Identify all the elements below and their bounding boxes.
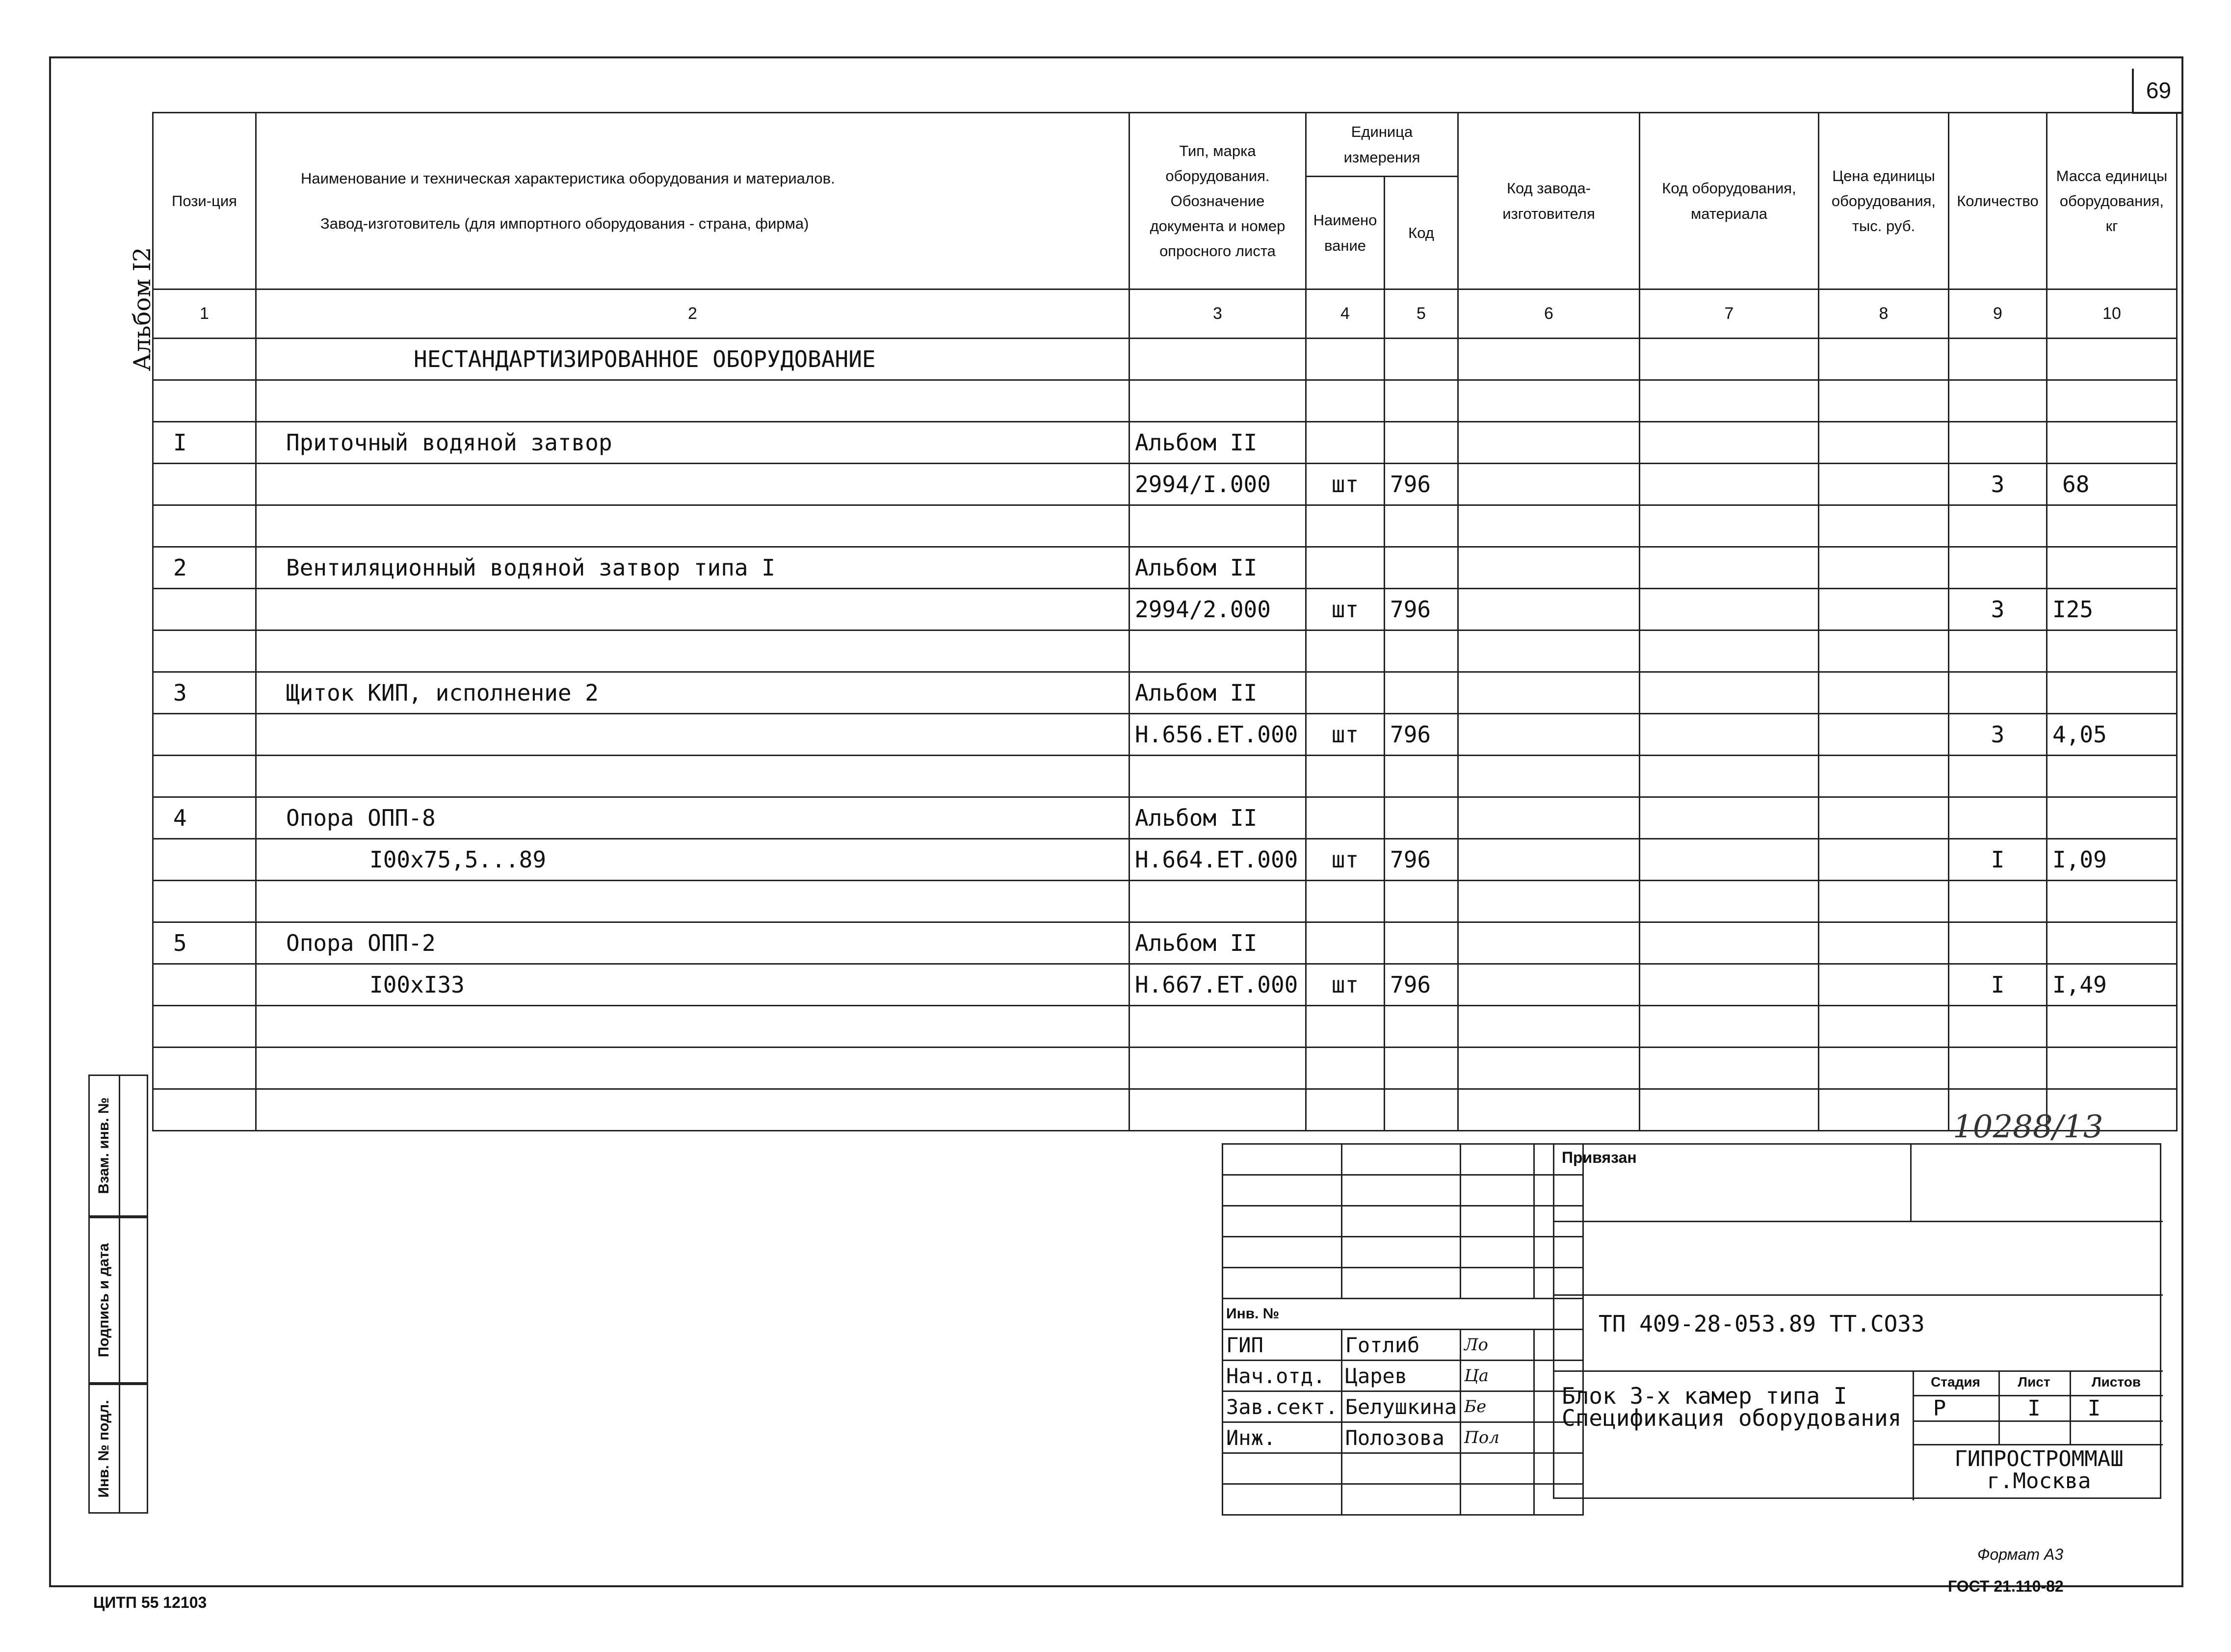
stamp-title-line1: Блок 3-х камер типа I xyxy=(1562,1383,1847,1409)
stamp-stage-label: Стадия xyxy=(1931,1374,1980,1390)
row-document: Н.667.ЕТ.000 xyxy=(1129,964,1306,1006)
row-unit: шт xyxy=(1306,964,1385,1006)
stamp-inv-no: Инв. № xyxy=(1223,1299,1583,1330)
row-document: 2994/I.000 xyxy=(1129,464,1306,505)
side-label-vzam: Взам. инв. № xyxy=(96,1097,112,1194)
col-num: 9 xyxy=(1949,289,2047,339)
row-unit-code: 796 xyxy=(1385,714,1458,756)
footer-gost: ГОСТ 21.110-82 xyxy=(1948,1577,2064,1595)
row-quantity: I xyxy=(1949,964,2047,1006)
header-name-line1: Наименование и техническая характеристика оборудования и материалов. xyxy=(301,170,835,187)
header-position: Пози-ция xyxy=(153,113,256,289)
row-document: Н.656.ЕТ.000 xyxy=(1129,714,1306,756)
stamp-title-block xyxy=(1553,1143,2161,1499)
row-unit: шт xyxy=(1306,464,1385,505)
signer-name: Царев xyxy=(1341,1361,1461,1391)
row-name: Приточный водяной затвор xyxy=(256,422,1129,464)
row-name: Вентиляционный водяной затвор типа I xyxy=(256,547,1129,589)
row-type: Альбом II xyxy=(1129,547,1306,589)
col-num: 5 xyxy=(1385,289,1458,339)
row-type: Альбом II xyxy=(1129,922,1306,964)
table-row xyxy=(153,714,2177,756)
col-num: 2 xyxy=(256,289,1129,339)
row-quantity: 3 xyxy=(1949,714,2047,756)
table-row xyxy=(153,797,2177,839)
signer-role: Инж. xyxy=(1223,1422,1342,1453)
header-quantity: Количество xyxy=(1949,113,2047,289)
album-label: Альбом I2 xyxy=(129,247,156,371)
page-number: 69 xyxy=(2132,69,2183,114)
header-price: Цена единицы оборудования, тыс. руб. xyxy=(1819,113,1949,289)
row-position: I xyxy=(153,422,256,464)
row-type: Альбом II xyxy=(1129,422,1306,464)
signer-role: Зав.сект. xyxy=(1223,1391,1342,1422)
table-row xyxy=(153,464,2177,505)
row-mass: I,09 xyxy=(2047,839,2177,881)
table-row xyxy=(153,839,2177,881)
row-position: 4 xyxy=(153,797,256,839)
row-name: Опора ОПП-8 xyxy=(256,797,1129,839)
row-document: Н.664.ЕТ.000 xyxy=(1129,839,1306,881)
row-quantity: 3 xyxy=(1949,589,2047,630)
row-position: 2 xyxy=(153,547,256,589)
footer-format: Формат А3 xyxy=(1977,1546,2064,1563)
signer-name: Готлиб xyxy=(1341,1330,1461,1361)
row-unit-code: 796 xyxy=(1385,589,1458,630)
row-unit: шт xyxy=(1306,839,1385,881)
row-quantity: 3 xyxy=(1949,464,2047,505)
row-mass: I25 xyxy=(2047,589,2177,630)
row-type: Альбом II xyxy=(1129,672,1306,714)
section-title: НЕСТАНДАРТИЗИРОВАННОЕ ОБОРУДОВАНИЕ xyxy=(256,339,1129,380)
header-unit-group: Единица измерения xyxy=(1306,113,1458,177)
signer-role: Нач.отд. xyxy=(1223,1361,1342,1391)
signer-name: Полозова xyxy=(1341,1422,1461,1453)
row-unit-code: 796 xyxy=(1385,839,1458,881)
stamp-sheets: I xyxy=(2087,1396,2101,1421)
row-document: 2994/2.000 xyxy=(1129,589,1306,630)
row-unit-code: 796 xyxy=(1385,964,1458,1006)
col-num: 8 xyxy=(1819,289,1949,339)
handwritten-number: 10288/13 xyxy=(1953,1109,2103,1145)
stamp-doc-code: ТП 409-28-053.89 ТТ.СО33 xyxy=(1599,1311,1925,1337)
col-num: 10 xyxy=(2047,289,2177,339)
row-position: 3 xyxy=(153,672,256,714)
header-unit-code: Код xyxy=(1385,177,1458,289)
row-name: Щиток КИП, исполнение 2 xyxy=(256,672,1129,714)
stamp-sheets-label: Листов xyxy=(2091,1374,2141,1390)
footer-citp: ЦИТП 55 12103 xyxy=(93,1594,207,1611)
row-quantity: I xyxy=(1949,839,2047,881)
row-mass: I,49 xyxy=(2047,964,2177,1006)
header-row xyxy=(153,113,2177,177)
stamp-sheet-label: Лист xyxy=(2018,1374,2050,1390)
col-num: 4 xyxy=(1306,289,1385,339)
row-mass: 68 xyxy=(2047,464,2177,505)
table-row xyxy=(153,672,2177,714)
row-name-spec: I00x75,5...89 xyxy=(256,839,1129,881)
row-unit: шт xyxy=(1306,589,1385,630)
stamp-signatures xyxy=(1222,1143,1584,1516)
header-name xyxy=(256,113,1129,289)
stamp-org-line2: г.Москва xyxy=(1987,1468,2091,1494)
table-row xyxy=(153,422,2177,464)
signature: Ца xyxy=(1461,1361,1534,1391)
signature: Ло xyxy=(1461,1330,1534,1361)
header-mass: Масса единицы оборудования, кг xyxy=(2047,113,2177,289)
row-position: 5 xyxy=(153,922,256,964)
row-name: Опора ОПП-2 xyxy=(256,922,1129,964)
column-numbers-row xyxy=(153,289,2177,339)
header-equipment-code: Код оборудования, материала xyxy=(1640,113,1819,289)
signature: Бе xyxy=(1461,1391,1534,1422)
stamp-title-line2: Спецификация оборудования xyxy=(1562,1405,1902,1431)
signer-role: ГИП xyxy=(1223,1330,1342,1361)
row-unit-code: 796 xyxy=(1385,464,1458,505)
stamp-sheet: I xyxy=(2027,1396,2041,1421)
col-num: 6 xyxy=(1458,289,1640,339)
signature: Пол xyxy=(1461,1422,1534,1453)
stamp-privyazan: Привязан xyxy=(1562,1149,1637,1166)
row-name-spec: I00xI33 xyxy=(256,964,1129,1006)
row-unit: шт xyxy=(1306,714,1385,756)
signer-name: Белушкина xyxy=(1341,1391,1461,1422)
table-row xyxy=(153,589,2177,630)
row-type: Альбом II xyxy=(1129,797,1306,839)
stamp-stage: Р xyxy=(1933,1396,1946,1421)
col-num: 3 xyxy=(1129,289,1306,339)
table-row xyxy=(153,922,2177,964)
header-type: Тип, марка оборудования. Обозначение документа и номер опросного листа xyxy=(1129,113,1306,289)
col-num: 7 xyxy=(1640,289,1819,339)
side-label-podpis: Подпись и дата xyxy=(96,1243,112,1358)
row-mass: 4,05 xyxy=(2047,714,2177,756)
header-name-line2: Завод-изготовитель (для импортного оборудования - страна, фирма) xyxy=(320,214,809,232)
stamp-org-line1: ГИПРОСТРОММАШ xyxy=(1954,1446,2124,1471)
col-num: 1 xyxy=(153,289,256,339)
table-row xyxy=(153,547,2177,589)
table-row xyxy=(153,964,2177,1006)
specification-table xyxy=(152,112,2178,1131)
header-unit-name: Наименование xyxy=(1306,177,1385,289)
header-factory-code: Код завода-изготовителя xyxy=(1458,113,1640,289)
side-label-inv: Инв. № подл. xyxy=(96,1400,112,1498)
